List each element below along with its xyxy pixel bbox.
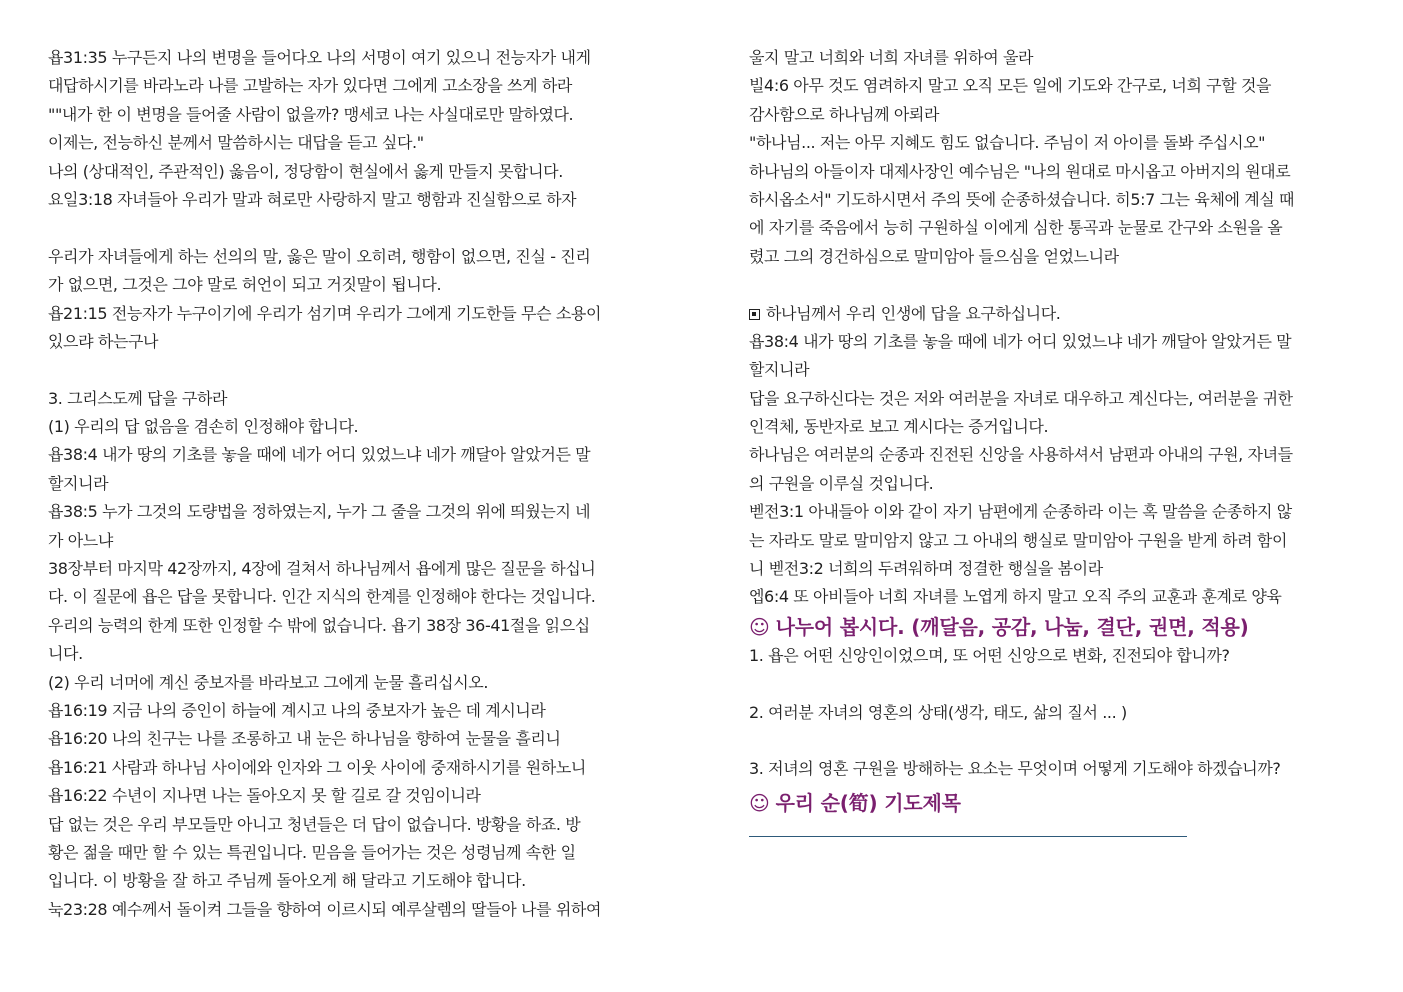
text-line: 할지니라 xyxy=(48,473,109,493)
right-mid-text xyxy=(749,328,1356,612)
text-line: 벧전3:1 아내들아 이와 같이 자기 남편에게 순종하라 이는 혹 말씀을 순종하지 않 xyxy=(749,502,1292,522)
text-line: 있으랴 하는구나 xyxy=(48,331,159,351)
text-line: 욥16:22 수년이 지나면 나는 돌아오지 못 할 길로 갈 것임이니라 xyxy=(48,786,481,806)
text-line: 이제는, 전능하신 분께서 말씀하시는 대답을 듣고 싶다." xyxy=(48,133,424,153)
text-line: 욥21:15 전능자가 누구이기에 우리가 섬기며 우리가 그에게 기도한들 무슨 소용이 xyxy=(48,303,602,323)
text-line: 우리의 능력의 한계 또한 인정할 수 밖에 없습니다. 욥기 38장 36-41절을 읽으십 xyxy=(48,615,590,635)
text-line: 우리가 자녀들에게 하는 선의의 말, 옳은 말이 오히려, 행함이 없으면, 진실 - 진리 xyxy=(48,246,591,266)
prayer-heading-text: 우리 순(筍) 기도제목 xyxy=(775,790,961,815)
question-item: 2. 여러분 자녀의 영혼의 상태(생각, 태도, 삶의 질서 ... ) xyxy=(749,702,1127,722)
text-line: 나의 (상대적인, 주관적인) 옳음이, 정당함이 현실에서 옳게 만들지 못합니다. xyxy=(48,161,563,181)
text-line: 입니다. 이 방황을 잘 하고 주님께 돌아오게 해 달라고 기도해야 합니다. xyxy=(48,871,526,891)
blank-line xyxy=(48,356,653,384)
text-line: 엡6:4 또 아비들아 너희 자녀를 노엽게 하지 말고 오직 주의 교훈과 훈계로 양육 xyxy=(749,587,1282,607)
text-line: 감사함으로 하나님께 아뢰라 xyxy=(749,104,940,124)
blank-line xyxy=(749,727,1356,755)
question-item: 3. 저녀의 영혼 구원을 방해하는 요소는 무엇이며 어떻게 기도해야 하겠습니까? xyxy=(749,759,1281,779)
left-column xyxy=(48,44,653,924)
text-line: 인격체, 동반자로 보고 계시다는 증거입니다. xyxy=(749,417,1049,437)
text-line: 눅23:28 예수께서 돌이켜 그들을 향하여 이르시되 예루살렘의 딸들아 나를 위하여 xyxy=(48,899,602,919)
text-line: 38장부터 마지막 42장까지, 4장에 걸쳐서 하나님께서 욥에게 많은 질문을 하십니 xyxy=(48,559,596,579)
text-line: 답 없는 것은 우리 부모들만 아니고 청년들은 더 답이 없습니다. 방황을 하죠. 방 xyxy=(48,814,581,834)
text-line: 니 벧전3:2 너희의 두려워하며 정결한 행실을 봄이라 xyxy=(749,559,1103,579)
question-item: 1. 욥은 어떤 신앙인이었으며, 또 어떤 신앙으로 변화, 진전되야 합니까? xyxy=(749,645,1230,665)
text-line: 할지니라 xyxy=(749,360,810,380)
section-marker-line xyxy=(749,300,1356,328)
text-line: 빌4:6 아무 것도 염려하지 말고 오직 모든 일에 기도와 간구로, 너희 구할 것을 xyxy=(749,76,1272,96)
text-line: 욥16:21 사람과 하나님 사이에와 인자와 그 이웃 사이에 중재하시기를 원하노니 xyxy=(48,757,586,777)
share-heading xyxy=(749,612,1356,642)
blank-line xyxy=(749,670,1356,698)
text-line: 욥16:19 지금 나의 증인이 하늘에 계시고 나의 중보자가 높은 데 계시니라 xyxy=(48,700,546,720)
text-line: 하시옵소서" 기도하시면서 주의 뜻에 순종하셨습니다. 히5:7 그는 육체에 계실 때 xyxy=(749,189,1295,209)
right-column xyxy=(749,44,1356,837)
text-line: 의 구원을 이루실 것입니다. xyxy=(749,473,934,493)
text-line: 울지 말고 너희와 너희 자녀를 위하여 울라 xyxy=(749,48,1034,67)
section-marker-text: 하나님께서 우리 인생에 답을 요구하십니다. xyxy=(766,303,1061,323)
prayer-heading xyxy=(749,788,1356,818)
smiley-icon: ☺ xyxy=(749,614,770,639)
smiley-icon: ☺ xyxy=(749,790,770,815)
text-line: 가 없으면, 그것은 그야 말로 허언이 되고 거짓말이 됩니다. xyxy=(48,275,442,295)
text-line: 요일3:18 자녀들아 우리가 말과 혀로만 사랑하지 말고 행함과 진실함으로 하자 xyxy=(48,189,577,209)
text-line: 렸고 그의 경건하심으로 말미암아 들으심을 얻었느니라 xyxy=(749,246,1119,266)
text-line: 는 자라도 말로 말미암지 않고 그 아내의 행실로 말미암아 구원을 받게 하려 함이 xyxy=(749,530,1288,550)
text-line: 하나님의 아들이자 대제사장인 예수님은 "나의 원대로 마시옵고 아버지의 원대로 xyxy=(749,161,1291,181)
text-line: 욥38:5 누가 그것의 도량법을 정하였는지, 누가 그 줄을 그것의 위에 띄웠는지 네 xyxy=(48,502,591,522)
text-line: 답을 요구하신다는 것은 저와 여러분을 자녀로 대우하고 계신다는, 여러분을 귀한 xyxy=(749,388,1293,408)
text-line: 황은 젊을 때만 할 수 있는 특권입니다. 믿음을 들어가는 것은 성령님께 속한 일 xyxy=(48,842,576,862)
text-line: 대답하시기를 바라노라 나를 고발하는 자가 있다면 그에게 고소장을 쓰게 하라 xyxy=(48,76,572,96)
text-line: 욥16:20 나의 친구는 나를 조롱하고 내 눈은 하나님을 향하여 눈물을 흘리니 xyxy=(48,729,561,749)
square-bullet-icon xyxy=(749,309,760,320)
right-top-text xyxy=(749,44,1356,300)
text-line: 욥38:4 내가 땅의 기초를 놓을 때에 네가 어디 있었느냐 네가 깨달아 알았거든 말 xyxy=(749,331,1292,351)
text-line: "하나님... 저는 아무 지혜도 힘도 없습니다. 주님이 저 아이를 돌봐 주십시오" xyxy=(749,133,1266,153)
divider-line xyxy=(749,836,1187,837)
blank-line xyxy=(749,271,1356,299)
blank-line xyxy=(48,214,653,242)
text-line: (2) 우리 너머에 계신 중보자를 바라보고 그에게 눈물 흘리십시오. xyxy=(48,672,489,692)
text-line: 욥38:4 내가 땅의 기초를 놓을 때에 네가 어디 있었느냐 네가 깨달아 알았거든 말 xyxy=(48,445,591,465)
text-line: 다. 이 질문에 욥은 답을 못합니다. 인간 지식의 한계를 인정해야 한다는 것입니다. xyxy=(48,587,596,607)
text-line: 가 아느냐 xyxy=(48,530,113,550)
text-line: 하나님은 여러분의 순종과 진전된 신앙을 사용하셔서 남편과 아내의 구원, 자녀들 xyxy=(749,445,1293,465)
text-line: 니다. xyxy=(48,644,83,664)
text-line: (1) 우리의 답 없음을 겸손히 인정해야 합니다. xyxy=(48,417,359,437)
text-line: 욥31:35 누구든지 나의 변명을 들어다오 나의 서명이 여기 있으니 전능자가 내게 xyxy=(48,48,591,67)
question-list xyxy=(749,642,1356,784)
text-line: ""내가 한 이 변명을 들어줄 사람이 없을까? 맹세코 나는 사실대로만 말하였다. xyxy=(48,104,574,124)
text-line: 3. 그리스도께 답을 구하라 xyxy=(48,388,228,408)
text-line: 에 자기를 죽음에서 능히 구원하실 이에게 심한 통곡과 눈물로 간구와 소원을 올 xyxy=(749,218,1283,238)
share-heading-text: 나누어 봅시다. (깨달음, 공감, 나눔, 결단, 권면, 적용) xyxy=(775,614,1249,639)
